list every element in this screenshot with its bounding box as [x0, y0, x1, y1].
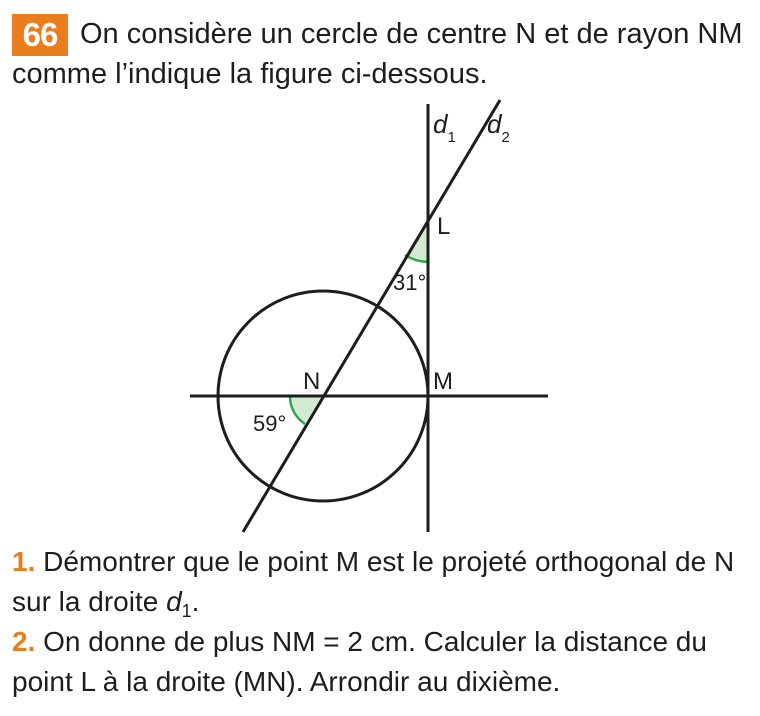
- label-point-M: M: [433, 368, 453, 395]
- question-1: [12, 542, 748, 622]
- statement-text: On considère un cercle de centre N et de rayon NM comme l’indique la figure ci-dessous.: [12, 18, 743, 90]
- question-1-sub: 1: [181, 601, 192, 621]
- question-2-number: 2.: [12, 626, 36, 657]
- question-1-end: .: [191, 586, 200, 617]
- label-d2: $d_2$: [487, 109, 510, 146]
- label-point-L: L: [437, 213, 451, 240]
- exercise-number-badge: 66: [12, 14, 68, 56]
- angle-sector-N: [290, 396, 323, 424]
- question-2: [12, 622, 748, 702]
- line-d2: [243, 100, 500, 532]
- question-1-number: 1.: [12, 546, 36, 577]
- question-2-text: On donne de plus NM = 2 cm. Calculer la distance du point L à la droite (MN). Arrondir au dixième.: [12, 626, 707, 697]
- questions: [12, 542, 748, 702]
- question-1-text: Démontrer que le point M est le projeté orthogonal de N sur la droite: [12, 546, 735, 617]
- label-angle-L: 31°: [393, 270, 427, 295]
- question-1-var: d: [166, 586, 182, 617]
- label-d1: $d_1$: [433, 109, 456, 146]
- label-point-N: N: [303, 368, 321, 395]
- label-angle-N: 59°: [253, 411, 287, 436]
